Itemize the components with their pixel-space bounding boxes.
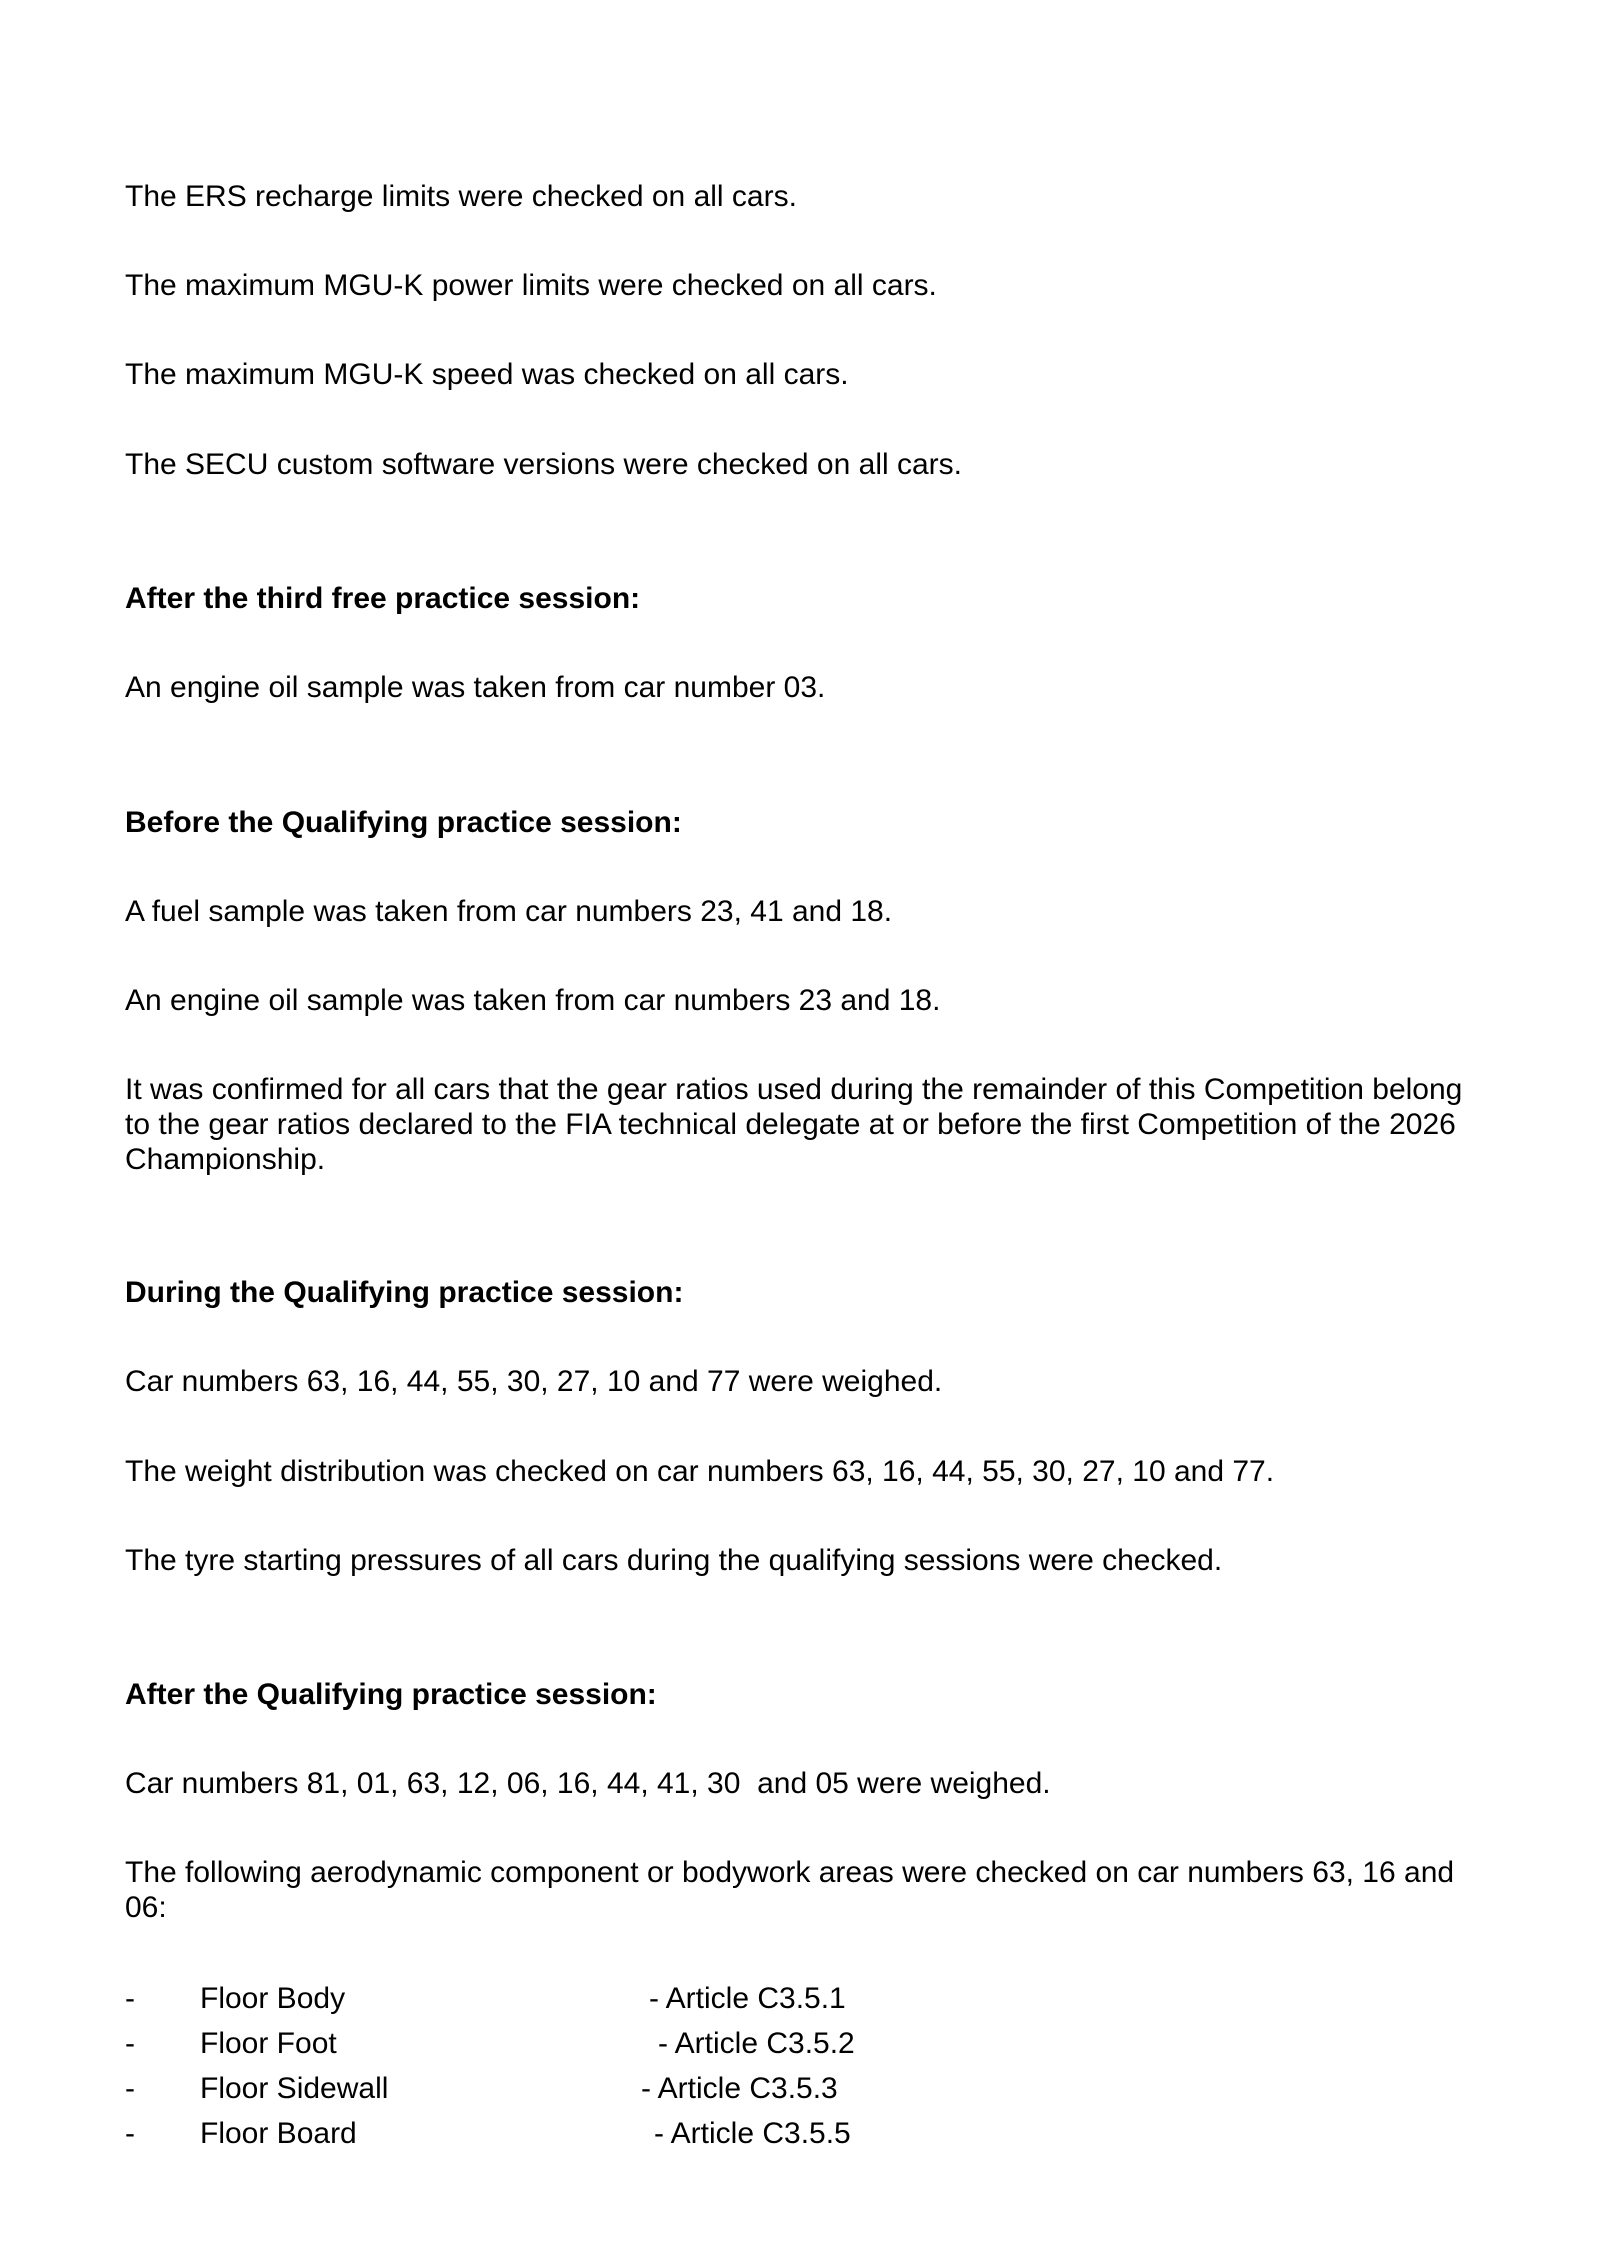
weighed-during-text: Car numbers 63, 16, 44, 55, 30, 27, 10 and 77 were weighed.	[125, 1365, 943, 1398]
heading-after-qualifying: After the Qualifying practice session:	[125, 1678, 657, 1711]
heading-during-qualifying: During the Qualifying practice session:	[125, 1276, 684, 1309]
component-name: Floor Body	[200, 1982, 346, 2015]
fuel-sample-text: A fuel sample was taken from car numbers 23, 41 and 18.	[125, 895, 893, 928]
component-name: Floor Sidewall	[200, 2072, 389, 2105]
tyre-pressures-text: The tyre starting pressures of all cars during the qualifying sessions were checked.	[125, 1544, 1223, 1577]
article-reference: - Article C3.5.2	[658, 2027, 855, 2060]
engine-oil-qualifying-text: An engine oil sample was taken from car numbers 23 and 18.	[125, 984, 941, 1017]
engine-oil-fp3-text: An engine oil sample was taken from car number 03.	[125, 671, 826, 704]
component-name: Floor Foot	[200, 2027, 337, 2060]
list-dash: -	[125, 2072, 135, 2105]
list-dash: -	[125, 1982, 135, 2015]
heading-after-fp3: After the third free practice session:	[125, 582, 641, 615]
gear-ratios-text: It was confirmed for all cars that the gear ratios used during the remainder of this Competition belong to the gear ratios declared to the FIA technical delegate at or before the first Competition of the 2026 Championship.	[125, 1073, 1471, 1176]
article-reference: - Article C3.5.5	[654, 2117, 851, 2150]
article-reference: - Article C3.5.3	[641, 2072, 838, 2105]
component-name: Floor Board	[200, 2117, 357, 2150]
mguk-speed-text: The maximum MGU-K speed was checked on all cars.	[125, 358, 849, 391]
heading-before-qualifying: Before the Qualifying practice session:	[125, 806, 682, 839]
ers-recharge-text: The ERS recharge limits were checked on all cars.	[125, 180, 797, 213]
weighed-after-text: Car numbers 81, 01, 63, 12, 06, 16, 44, 41, 30 and 05 were weighed.	[125, 1767, 1051, 1800]
weight-distribution-text: The weight distribution was checked on car numbers 63, 16, 44, 55, 30, 27, 10 and 77.	[125, 1455, 1275, 1488]
article-reference: - Article C3.5.1	[649, 1982, 846, 2015]
list-dash: -	[125, 2027, 135, 2060]
mguk-power-text: The maximum MGU-K power limits were checked on all cars.	[125, 269, 937, 302]
aero-components-text: The following aerodynamic component or bodywork areas were checked on car numbers 63, 16 and 06:	[125, 1856, 1463, 1924]
list-dash: -	[125, 2117, 135, 2150]
secu-software-text: The SECU custom software versions were checked on all cars.	[125, 448, 962, 481]
